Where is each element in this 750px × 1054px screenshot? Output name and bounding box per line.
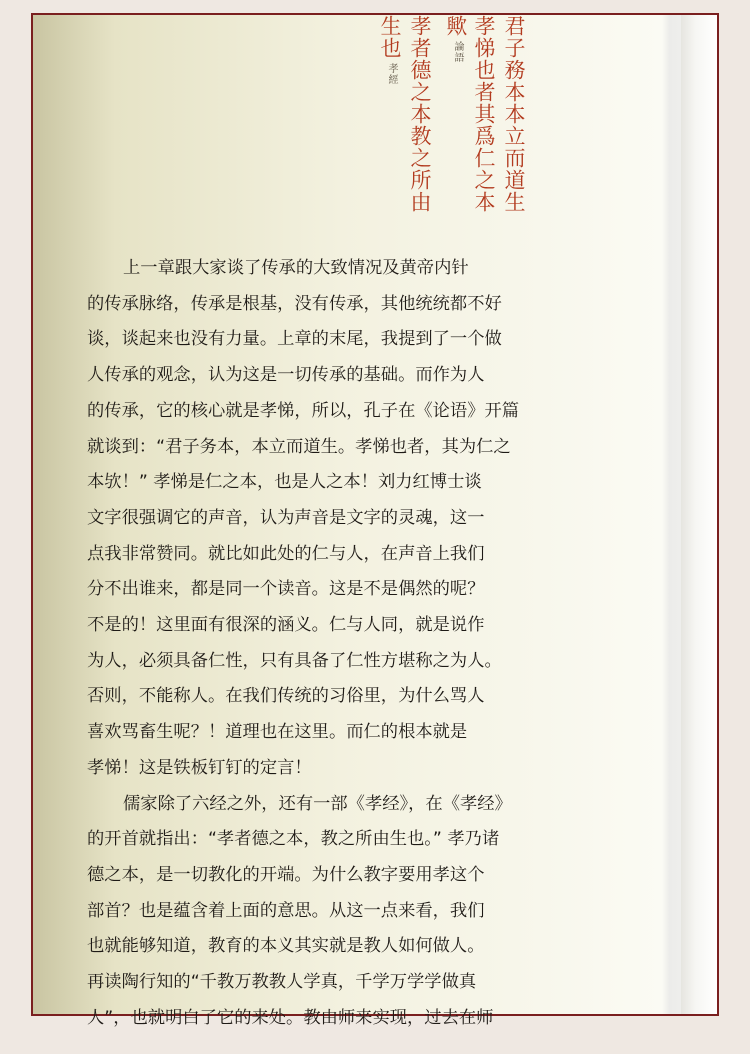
text-line: 喜欢骂畜生呢？！道理也在这里。而仁的根本就是: [87, 722, 468, 743]
text-line: 部首？也是蕴含着上面的意思。从这一点来看，我们: [87, 900, 485, 921]
quote-column: 孝悌也者其爲仁之本: [472, 15, 496, 213]
text-line: 否则，不能称人。在我们传统的习俗里，为什么骂人: [87, 686, 485, 707]
text-line: 不是的！这里面有很深的涵义。仁与人同，就是说作: [87, 615, 485, 636]
text-line: 人传承的观念，认为这是一切传承的基础。而作为人: [87, 365, 485, 386]
text-line: 儒家除了六经之外，还有一部《孝经》，在《孝经》: [123, 793, 512, 814]
book-page: [31, 13, 719, 1028]
text-line: 德之本，是一切教化的开端。为什么教字要用孝这个: [87, 864, 485, 885]
quote-column: 生也: [378, 15, 402, 59]
quote-column: 君子務本本立而道生: [502, 15, 526, 213]
text-line: 的传承脉络，传承是根基，没有传承，其他统统都不好: [87, 293, 502, 314]
paragraph: [87, 251, 557, 787]
text-line: 再读陶行知的“千教万教教人学真，千学万学学做真: [87, 972, 477, 993]
quote-column: 歟: [444, 15, 468, 37]
text-line: 也就能够知道，教育的本义其实就是教人如何做人。: [87, 936, 485, 957]
text-line: 本欤！” 孝悌是仁之本，也是人之本！刘力红博士谈: [87, 472, 482, 493]
text-line: 点我非常赞同。就比如此处的仁与人，在声音上我们: [87, 543, 485, 564]
quote-source: 論語: [452, 41, 463, 63]
epigraph-block: [373, 15, 533, 215]
text-line: 的传承，它的核心就是孝悌，所以，孔子在《论语》开篇: [87, 400, 520, 421]
text-line: 为人，必须具备仁性，只有具备了仁性方堪称之为人。: [87, 650, 502, 671]
text-line: 孝悌！这是铁板钉钉的定言！: [87, 757, 312, 778]
page-edge: [681, 15, 717, 1014]
text-line: 文字很强调它的声音，认为声音是文字的灵魂，这一: [87, 507, 485, 528]
quote-column: 孝者德之本教之所由: [408, 15, 432, 213]
text-line: 分不出谁来，都是同一个读音。这是不是偶然的呢？: [87, 579, 485, 600]
text-line: 就谈到：“君子务本，本立而道生。孝悌也者，其为仁之: [87, 436, 511, 457]
text-line: 上一章跟大家谈了传承的大致情况及黄帝内针: [123, 258, 469, 278]
text-line: 的开首就指出：“孝者德之本，教之所由生也。” 孝乃诸: [87, 829, 500, 850]
body-text: [87, 251, 557, 1036]
text-line: 谈，谈起来也没有力量。上章的末尾，我提到了一个做: [87, 329, 502, 350]
paragraph: [87, 787, 557, 1037]
quote-source: 孝經: [386, 63, 397, 85]
text-line: 人”，也就明白了它的来处。教由师来实现，过去在师: [87, 1007, 494, 1028]
